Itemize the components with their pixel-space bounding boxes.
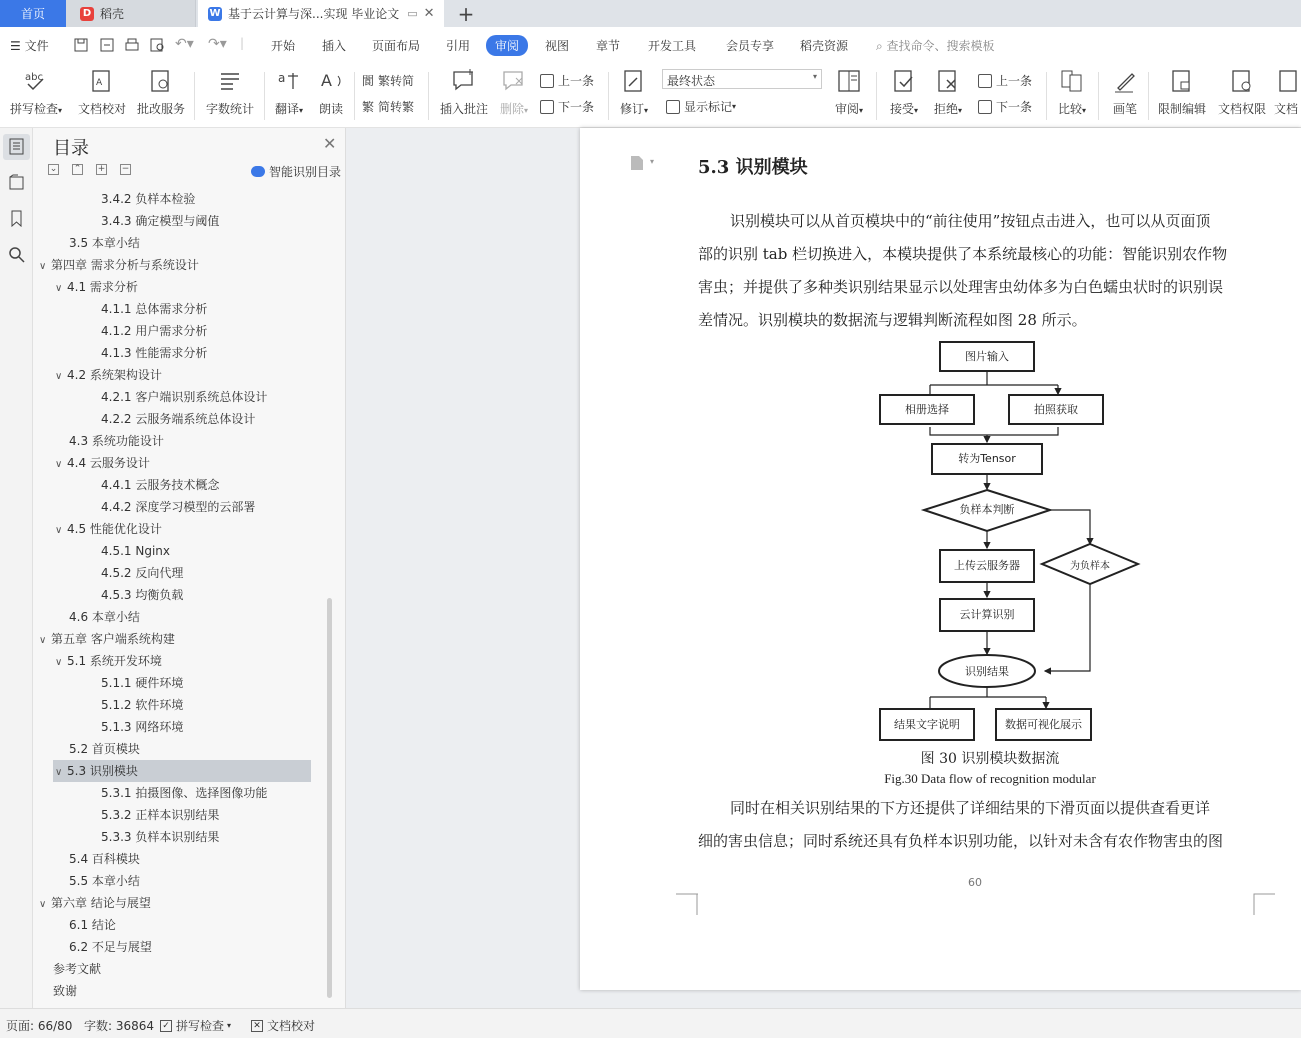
paragraph-line: 同时在相关识别结果的下方还提供了详细结果的下滑页面以提供查看更详 — [730, 799, 1211, 817]
chevron-down-icon[interactable]: ∨ — [55, 283, 63, 294]
lock-doc-icon — [1169, 68, 1195, 94]
search-icon: ⌕ — [876, 39, 887, 53]
toc-item[interactable] — [69, 430, 164, 452]
pen-icon — [1112, 68, 1138, 94]
ribbon-separator — [1148, 72, 1149, 120]
plus-icon: + — [457, 1, 475, 26]
paragraph-line: 部的识别 tab 栏切换进入，本模块提供了本系统最核心的功能：智能识别农作物 — [698, 245, 1228, 263]
toc-item[interactable] — [53, 980, 77, 1002]
page-indicator-label: 页面: 66/80 — [6, 1019, 73, 1033]
review-pane-icon — [836, 68, 862, 94]
word-count-indicator-label: 字数: 36864 — [84, 1019, 155, 1033]
menu-daoke-resources-label: 稻壳资源 — [800, 39, 849, 53]
save-icon[interactable] — [74, 38, 88, 52]
toc-item-label: 5.3 识别模块 — [67, 764, 138, 778]
chevron-down-icon[interactable]: ∨ — [55, 371, 63, 382]
toc-item-label: 4.5.3 均衡负载 — [101, 588, 184, 602]
review-pane-button[interactable]: 审阅▾ — [832, 68, 866, 117]
toc-item[interactable] — [69, 936, 152, 958]
toc-item[interactable] — [101, 408, 255, 430]
toc-item-label: 4.2.2 云服务端系统总体设计 — [101, 412, 256, 426]
accept-label: 接受 — [889, 102, 914, 116]
toc-item[interactable] — [101, 210, 219, 232]
close-tab-icon[interactable]: ✕ — [423, 6, 435, 21]
delete-comment-button[interactable]: 删除▾ — [496, 68, 532, 117]
toc-item-label: 4.4 云服务设计 — [67, 456, 150, 470]
toc-panel — [33, 128, 346, 1008]
toc-item[interactable] — [69, 738, 140, 760]
toc-item-label: 第五章 客户端系统构建 — [51, 632, 175, 646]
figure-caption-cn: 图 30 识别模块数据流 — [920, 751, 1060, 767]
menu-insert[interactable] — [322, 37, 346, 54]
prev-change-icon — [978, 74, 992, 88]
menu-member-label: 会员专享 — [726, 39, 775, 53]
page-indicator[interactable] — [6, 1017, 72, 1034]
smart-toc-button[interactable] — [251, 163, 341, 180]
remove-heading-icon[interactable]: − — [121, 164, 130, 174]
menu-review-label: 审阅 — [495, 39, 520, 53]
toc-item-label: 致谢 — [53, 984, 78, 998]
ribbon-separator — [428, 72, 429, 120]
flow-node-label: 转为Tensor — [958, 452, 1016, 465]
monitor-icon[interactable]: ▭ — [407, 7, 418, 20]
toc-item-label: 5.3.1 拍摄图像、选择图像功能 — [101, 786, 268, 800]
toc-item[interactable] — [101, 298, 207, 320]
expand-all-icon[interactable]: ⌃ — [73, 164, 82, 174]
spell-check-button[interactable]: abc 拼写检查▾ — [6, 68, 66, 117]
comment-delete-icon — [501, 68, 527, 94]
track-changes-button[interactable]: 修订▾ — [614, 68, 654, 117]
toc-item-label: 5.1.3 网络环境 — [101, 720, 184, 734]
margin-corner-mark — [1253, 893, 1275, 915]
spell-check-icon — [23, 68, 49, 94]
menu-layout[interactable] — [372, 37, 420, 54]
add-tab-button[interactable] — [452, 0, 480, 27]
toc-item[interactable] — [101, 474, 219, 496]
add-heading-icon[interactable]: + — [97, 164, 106, 174]
export-icon[interactable] — [100, 38, 114, 52]
reject-icon — [935, 68, 961, 94]
trad-to-simp-button[interactable] — [362, 72, 414, 89]
toc-item-label: 4.1 需求分析 — [67, 280, 138, 294]
flow-node-label: 结果文字说明 — [894, 718, 960, 731]
flow-node-label: 云计算识别 — [959, 608, 1015, 621]
page-options-icon[interactable] — [630, 155, 644, 171]
prev-change-label: 上一条 — [996, 74, 1033, 88]
word-count-indicator[interactable] — [84, 1017, 154, 1034]
ribbon-separator — [194, 72, 195, 120]
chevron-down-icon[interactable]: ∨ — [55, 525, 63, 536]
toc-item-label: 4.5.2 反向代理 — [101, 566, 184, 580]
toc-item-label: 5.1 系统开发环境 — [67, 654, 162, 668]
flow-node-text — [879, 708, 975, 741]
flow-node-cloud — [939, 598, 1035, 632]
undo-icon[interactable]: ↶▾ — [175, 36, 194, 52]
toc-item[interactable] — [55, 452, 150, 474]
toc-item[interactable] — [55, 650, 162, 672]
menu-review[interactable] — [486, 35, 528, 56]
ribbon-separator — [608, 72, 609, 120]
toc-item-label: 5.2 首页模块 — [69, 742, 140, 756]
toc-item[interactable] — [69, 848, 140, 870]
toc-item-label: 4.1.3 性能需求分析 — [101, 346, 208, 360]
menu-insert-label: 插入 — [322, 39, 347, 53]
track-changes-icon — [621, 68, 647, 94]
command-search-placeholder: 查找命令、搜索模板 — [886, 39, 995, 53]
toc-item[interactable] — [101, 716, 183, 738]
batch-correct-icon — [148, 68, 174, 94]
tab-home-label: 首页 — [20, 7, 45, 21]
tab-document-label: 基于云计算与深...实现 毕业论文 — [228, 7, 400, 21]
flow-node-input — [939, 341, 1035, 372]
writer-icon: W — [209, 7, 221, 19]
flow-node-label: 上传云服务器 — [954, 559, 1020, 572]
toc-item-label: 5.4 百科模块 — [69, 852, 140, 866]
file-menu-label: 文件 — [24, 39, 49, 53]
svg-text:A: A — [321, 71, 332, 90]
ribbon-separator — [1046, 72, 1047, 120]
status-spell-label: 拼写检查 — [176, 1019, 225, 1033]
chevron-down-icon[interactable]: ∨ — [55, 657, 63, 668]
menu-bar — [0, 27, 1301, 64]
ribbon-separator — [1098, 72, 1099, 120]
page-number: 60 — [968, 876, 982, 889]
proofread-icon: ✕ — [251, 1020, 263, 1032]
status-bar — [0, 1008, 1301, 1038]
delete-comment-label: 删除 — [499, 102, 524, 116]
menu-chapter-label: 章节 — [596, 39, 621, 53]
review-pane-label: 审阅 — [834, 102, 859, 116]
simp-to-trad-icon: 繁 — [362, 100, 375, 114]
next-change-label: 下一条 — [996, 100, 1033, 114]
toc-item[interactable] — [101, 672, 183, 694]
doc-more-button[interactable] — [1274, 68, 1301, 117]
review-ribbon — [0, 64, 1301, 128]
status-proofread[interactable] — [251, 1017, 315, 1034]
toc-item-label: 5.3.2 正样本识别结果 — [101, 808, 220, 822]
menu-reference[interactable] — [446, 37, 470, 54]
toc-item-label: 3.4.2 负样本检验 — [101, 192, 196, 206]
next-change-icon — [978, 100, 992, 114]
menu-separator: | — [240, 36, 245, 50]
batch-correct-button[interactable] — [134, 68, 188, 117]
menu-daoke-resources[interactable] — [800, 37, 848, 54]
show-markup-button[interactable]: 显示标记 ▾ — [666, 98, 736, 115]
status-spell-check[interactable] — [160, 1017, 231, 1034]
ribbon-separator — [354, 72, 355, 120]
flow-node-label: 相册选择 — [905, 403, 949, 416]
markup-state-select[interactable] — [662, 69, 822, 89]
track-changes-label: 修订 — [619, 102, 644, 116]
next-comment-icon — [540, 100, 554, 114]
word-count-label: 字数统计 — [205, 102, 254, 116]
search-icon[interactable] — [8, 246, 25, 263]
toc-item[interactable] — [55, 276, 138, 298]
toc-item-label: 3.4.3 确定模型与阈值 — [101, 214, 220, 228]
chevron-down-icon[interactable]: ∨ — [39, 635, 47, 646]
show-markup-label: 显示标记 — [684, 100, 733, 114]
toc-item-label: 5.1.1 硬件环境 — [101, 676, 184, 690]
redo-icon[interactable]: ↷▾ — [208, 36, 227, 52]
toc-item[interactable] — [69, 606, 140, 628]
comment-plus-icon — [451, 68, 477, 94]
flow-node-tensor — [931, 443, 1043, 475]
prev-change-button[interactable] — [978, 72, 1032, 89]
next-comment-label: 下一条 — [558, 100, 595, 114]
tab-daoke[interactable] — [66, 0, 196, 27]
toc-item[interactable] — [69, 232, 140, 254]
toc-title: 目录 — [53, 138, 89, 159]
flow-node-result: 识别结果 — [965, 665, 1009, 678]
doc-permission-icon — [1229, 68, 1255, 94]
toc-item[interactable] — [39, 254, 199, 276]
simp-to-trad-label: 简转繁 — [378, 100, 415, 114]
flow-node-label: 拍照获取 — [1034, 403, 1078, 416]
toc-icon — [8, 138, 25, 155]
menu-reference-label: 引用 — [446, 39, 471, 53]
svg-text:A: A — [96, 78, 103, 88]
toc-item-label: 4.1.1 总体需求分析 — [101, 302, 208, 316]
paragraph-line: 差情况。识别模块的数据流与逻辑判断流程如图 28 所示。 — [698, 311, 1087, 329]
toc-item-label: 6.1 结论 — [69, 918, 116, 932]
restrict-edit-button[interactable] — [1154, 68, 1210, 117]
chevron-down-icon[interactable]: ∨ — [39, 261, 47, 272]
menu-start-label: 开始 — [271, 39, 296, 53]
toc-item-label: 4.1.2 用户需求分析 — [101, 324, 208, 338]
next-comment-button[interactable] — [540, 98, 594, 115]
menu-chapter[interactable] — [596, 37, 620, 54]
pen-label: 画笔 — [1112, 102, 1137, 116]
menu-view-label: 视图 — [545, 39, 570, 53]
close-icon[interactable]: ✕ — [323, 134, 337, 153]
figure-caption-en: Fig.30 Data flow of recognition modular — [884, 771, 1096, 786]
pen-button[interactable] — [1108, 68, 1142, 117]
toc-item-label: 第六章 结论与展望 — [51, 896, 151, 910]
toc-item-label: 4.2 系统架构设计 — [67, 368, 162, 382]
file-menu[interactable] — [10, 37, 49, 54]
compare-button[interactable]: 比较▾ — [1054, 68, 1090, 117]
flow-node-camera — [1008, 394, 1104, 425]
toc-scrollbar[interactable] — [327, 598, 332, 998]
ai-icon — [251, 166, 265, 177]
flow-node-negative-judge: 负样本判断 — [959, 503, 1015, 516]
toc-item[interactable] — [101, 386, 267, 408]
flow-node-visual — [995, 708, 1092, 741]
restrict-edit-label: 限制编辑 — [1157, 102, 1206, 116]
check-icon: ✓ — [160, 1020, 172, 1032]
translate-label: 翻译 — [274, 102, 299, 116]
chevron-down-icon: ▾ — [227, 1021, 232, 1030]
word-count-button[interactable] — [202, 68, 258, 117]
tab-document[interactable] — [198, 0, 444, 27]
doc-proofread-button[interactable] — [74, 68, 130, 117]
collapse-all-icon[interactable]: ⌄ — [49, 164, 58, 174]
toc-item-label: 4.5 性能优化设计 — [67, 522, 162, 536]
toc-item-label: 6.2 不足与展望 — [69, 940, 152, 954]
toc-item[interactable] — [101, 562, 183, 584]
svg-text:a: a — [278, 71, 286, 85]
ribbon-separator — [876, 72, 877, 120]
toc-item[interactable] — [39, 892, 151, 914]
markup-state-value: 最终状态 — [667, 74, 716, 88]
show-markup-icon — [666, 100, 680, 114]
chevron-down-icon: ▾ — [812, 72, 817, 81]
daoke-icon: D — [80, 7, 94, 21]
translate-button[interactable]: a 翻译▾ — [270, 68, 308, 117]
svg-text:abc: abc — [25, 72, 43, 83]
proofread-icon — [89, 68, 115, 94]
menu-devtools-label: 开发工具 — [648, 39, 697, 53]
paragraph-line: 害虫；并提供了多种类识别结果显示以处理害虫幼体多为白色蠕虫状时的识别误 — [698, 278, 1224, 296]
doc-permission-label: 文档权限 — [1217, 102, 1266, 116]
chevron-down-icon[interactable]: ∨ — [55, 459, 63, 470]
read-aloud-icon — [318, 68, 344, 94]
read-aloud-label: 朗读 — [318, 102, 343, 116]
doc-more-label: 文档 — [1274, 102, 1299, 116]
toc-item-label: 第四章 需求分析与系统设计 — [51, 258, 199, 272]
smart-toc-label: 智能识别目录 — [269, 165, 342, 179]
compare-label: 比较 — [1057, 102, 1082, 116]
menu-view[interactable] — [545, 37, 569, 54]
hamburger-icon: ☰ — [10, 39, 25, 53]
paragraph-line: 识别模块可以从首页模块中的“前往使用”按钮点击进入，也可以从页面顶 — [730, 212, 1211, 230]
toc-item-label: 4.2.1 客户端识别系统总体设计 — [101, 390, 268, 404]
chevron-down-icon[interactable]: ∨ — [39, 899, 47, 910]
flow-node-label: 图片输入 — [965, 350, 1009, 363]
print-icon[interactable] — [124, 38, 140, 52]
toc-item-label: 5.5 本章小结 — [69, 874, 140, 888]
margin-corner-mark — [676, 893, 698, 915]
toc-item[interactable] — [69, 870, 140, 892]
toc-item-label: 参考文献 — [53, 962, 102, 976]
left-icon-strip — [0, 128, 33, 1008]
flow-node-album — [879, 394, 975, 425]
flow-node-label: 数据可视化展示 — [1005, 718, 1082, 731]
tab-daoke-label: 稻壳 — [100, 7, 125, 21]
menu-member[interactable] — [726, 37, 774, 54]
accept-button[interactable]: 接受▾ — [886, 68, 922, 117]
prev-comment-button[interactable] — [540, 72, 594, 89]
next-change-button[interactable] — [978, 98, 1032, 115]
toc-item-label: 4.3 系统功能设计 — [69, 434, 164, 448]
prev-comment-label: 上一条 — [558, 74, 595, 88]
paragraph-line: 细的害虫信息；同时系统还具有负样本识别功能，以针对未含有农作物害虫的图 — [698, 832, 1224, 850]
toc-item[interactable] — [69, 914, 116, 936]
read-aloud-button[interactable] — [314, 68, 348, 117]
toc-item[interactable] — [53, 958, 101, 980]
bookmark-icon[interactable] — [8, 210, 25, 227]
word-count-icon — [217, 68, 243, 94]
reject-label: 拒绝 — [933, 102, 958, 116]
toc-item-label: 4.6 本章小结 — [69, 610, 140, 624]
flow-node-upload — [939, 549, 1035, 583]
trad-to-simp-icon: 閬 — [362, 74, 375, 88]
toc-item[interactable] — [55, 518, 162, 540]
reject-button[interactable]: 拒绝▾ — [930, 68, 966, 117]
flow-node-is-negative: 为负样本 — [1070, 561, 1110, 572]
tab-bar — [0, 0, 1301, 27]
ribbon-separator — [264, 72, 265, 120]
toc-item[interactable] — [101, 804, 219, 826]
toc-item-label: 5.1.2 软件环境 — [101, 698, 184, 712]
toc-item[interactable] — [55, 364, 162, 386]
command-search[interactable] — [876, 37, 995, 54]
doc-proofread-label: 文档校对 — [77, 102, 126, 116]
batch-correct-label: 批改服务 — [136, 102, 185, 116]
section-heading: 5.3 识别模块 — [698, 157, 808, 178]
toc-item[interactable] — [101, 782, 267, 804]
toc-item[interactable] — [101, 320, 207, 342]
insert-comment-label: 插入批注 — [439, 102, 488, 116]
chevron-down-icon[interactable]: ▾ — [650, 157, 655, 166]
menu-layout-label: 页面布局 — [372, 39, 421, 53]
trad-to-simp-label: 繁转简 — [378, 74, 415, 88]
simp-to-trad-button[interactable] — [362, 98, 414, 115]
tab-home[interactable] — [0, 0, 66, 27]
toc-item-label: 3.5 本章小结 — [69, 236, 140, 250]
accept-icon — [891, 68, 917, 94]
status-proofread-label: 文档校对 — [267, 1019, 316, 1033]
toc-item[interactable] — [101, 584, 183, 606]
doc-permission-button[interactable] — [1214, 68, 1270, 117]
spell-check-label: 拼写检查 — [9, 102, 58, 116]
translate-icon — [276, 68, 302, 94]
insert-comment-button[interactable] — [436, 68, 492, 117]
compare-icon — [1059, 68, 1085, 94]
toc-item-label: 4.4.1 云服务技术概念 — [101, 478, 220, 492]
chevron-down-icon[interactable]: ∨ — [55, 767, 63, 778]
toc-item[interactable] — [101, 826, 219, 848]
print-preview-icon[interactable] — [150, 38, 166, 52]
toc-item-label: 5.3.3 负样本识别结果 — [101, 830, 220, 844]
toc-item[interactable] — [101, 694, 183, 716]
menu-devtools[interactable] — [648, 37, 696, 54]
chapter-nav-icon[interactable] — [8, 174, 25, 191]
toc-item[interactable] — [101, 188, 195, 210]
menu-start[interactable] — [271, 37, 295, 54]
toc-item-label: 4.4.2 深度学习模型的云部署 — [101, 500, 256, 514]
toc-item[interactable] — [53, 760, 311, 782]
toc-item[interactable] — [101, 496, 255, 518]
prev-comment-icon — [540, 74, 554, 88]
toc-item[interactable] — [39, 628, 175, 650]
doc-more-icon — [1276, 68, 1301, 94]
toc-item[interactable] — [101, 342, 207, 364]
toc-item[interactable] — [101, 540, 170, 562]
toc-item-label: 4.5.1 Nginx — [101, 544, 170, 558]
